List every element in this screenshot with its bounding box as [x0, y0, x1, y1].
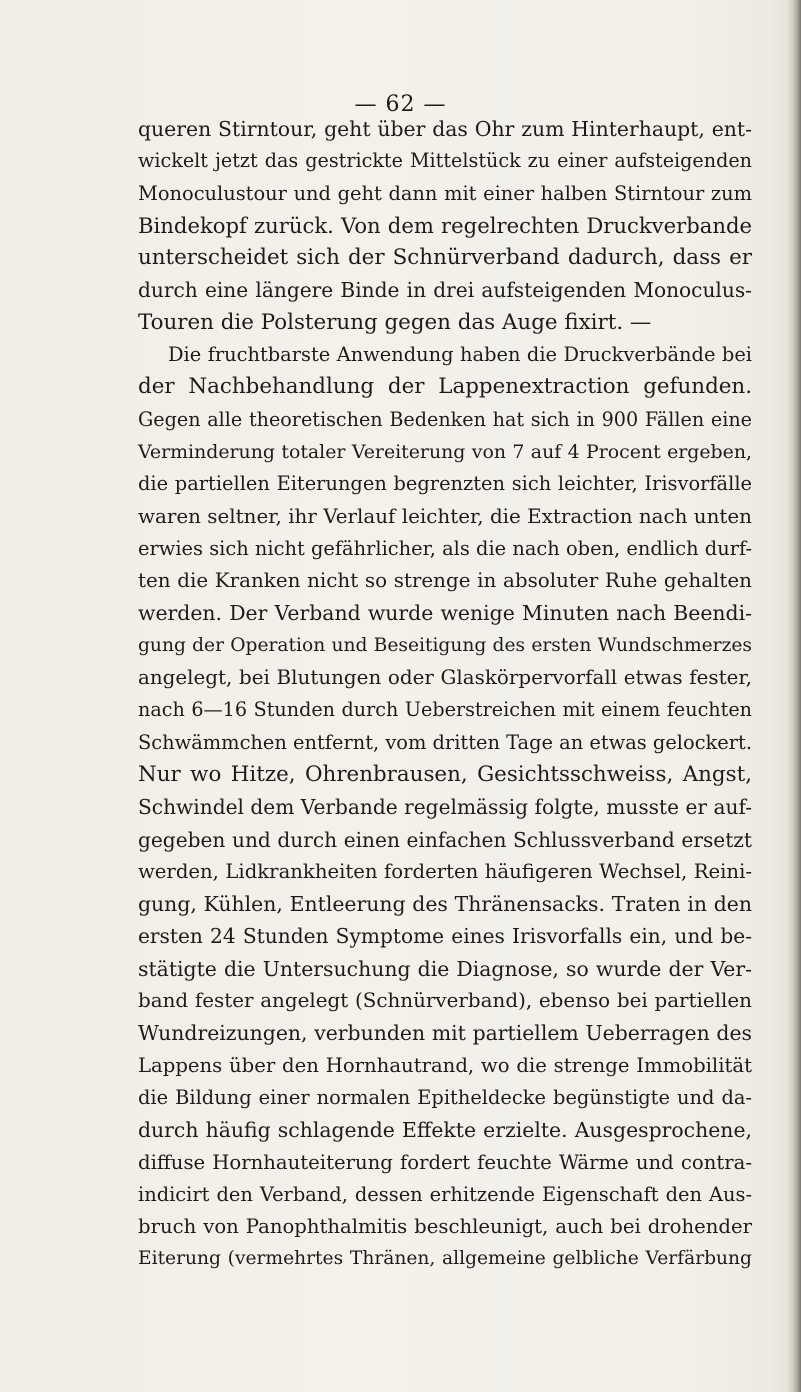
- text-line: Die fruchtbarste Anwendung haben die Druckverbände bei: [168, 343, 752, 367]
- text-line: Touren die Polsterung gegen das Auge fixirt. —: [138, 309, 652, 335]
- text-line: Schwämmchen entfernt, vom dritten Tage an etwas gelockert.: [138, 730, 752, 754]
- text-line: durch eine längere Binde in drei aufsteigenden Monoculus-: [138, 278, 752, 303]
- text-line: Bindekopf zurück. Von dem regelrechten Druckverbande: [138, 212, 752, 238]
- text-line: Wundreizungen, verbunden mit partiellem Ueberragen des: [138, 1021, 752, 1046]
- text-line: unterscheidet sich der Schnürverband dadurch, dass er: [138, 245, 752, 271]
- text-line: ersten 24 Stunden Symptome eines Irisvorfalls ein, und be-: [138, 924, 752, 949]
- text-line: werden, Lidkrankheiten forderten häufigeren Wechsel, Reini-: [138, 859, 752, 883]
- text-line: band fester angelegt (Schnürverband), ebenso bei partiellen: [138, 989, 752, 1013]
- text-line: Nur wo Hitze, Ohrenbrausen, Gesichtsschweiss, Angst,: [138, 761, 752, 787]
- text-line: Eiterung (vermehrtes Thränen, allgemeine gelbliche Verfärbung: [138, 1248, 752, 1270]
- text-line: angelegt, bei Blutungen oder Glaskörpervorfall etwas fester,: [138, 666, 752, 690]
- text-line: queren Stirntour, geht über das Ohr zum Hinterhaupt, ent-: [138, 117, 752, 141]
- text-line: Monoculustour und geht dann mit einer halben Stirntour zum: [138, 181, 752, 205]
- text-line: die partiellen Eiterungen begrenzten sich leichter, Irisvorfälle: [138, 472, 752, 496]
- text-line: Gegen alle theoretischen Bedenken hat sich in 900 Fällen eine: [138, 407, 752, 431]
- text-line: Lappens über den Hornhautrand, wo die strenge Immobilität: [138, 1053, 752, 1077]
- text-line: stätigte die Untersuchung die Diagnose, so wurde der Ver-: [138, 956, 752, 981]
- text-line: bruch von Panophthalmitis beschleunigt, auch bei drohender: [138, 1215, 752, 1239]
- text-line: gung, Kühlen, Entleerung des Thränensacks. Traten in den: [138, 892, 752, 917]
- text-line: waren seltner, ihr Verlauf leichter, die Extraction nach unten: [138, 504, 752, 528]
- text-line: Verminderung totaler Vereiterung von 7 auf 4 Procent ergeben,: [138, 440, 752, 463]
- body-text: [138, 113, 752, 1276]
- page-edge-shadow: [787, 0, 801, 1392]
- text-line: der Nachbehandlung der Lappenextraction gefunden.: [138, 374, 752, 400]
- text-line: gung der Operation und Beseitigung des ersten Wundschmerzes: [138, 634, 752, 656]
- text-line: werden. Der Verband wurde wenige Minuten nach Beendi-: [138, 601, 752, 626]
- text-line: die Bildung einer normalen Epitheldecke begünstigte und da-: [138, 1085, 752, 1109]
- text-line: erwies sich nicht gefährlicher, als die nach oben, endlich durf-: [138, 536, 752, 560]
- text-line: ten die Kranken nicht so strenge in absoluter Ruhe gehalten: [138, 569, 752, 593]
- text-line: nach 6—16 Stunden durch Ueberstreichen mit einem feuchten: [138, 698, 752, 722]
- page-number: — 62 —: [354, 92, 447, 117]
- text-line: wickelt jetzt das gestrickte Mittelstück zu einer aufsteigenden: [138, 149, 752, 173]
- text-line: Schwindel dem Verbande regelmässig folgte, musste er auf-: [138, 795, 752, 820]
- text-line: durch häufig schlagende Effekte erzielte. Ausgesprochene,: [138, 1118, 752, 1143]
- text-line: gegeben und durch einen einfachen Schlussverband ersetzt: [138, 827, 752, 852]
- text-line: diffuse Hornhauteiterung fordert feuchte Wärme und contra-: [138, 1150, 752, 1174]
- text-line: indicirt den Verband, dessen erhitzende Eigenschaft den Aus-: [138, 1182, 752, 1206]
